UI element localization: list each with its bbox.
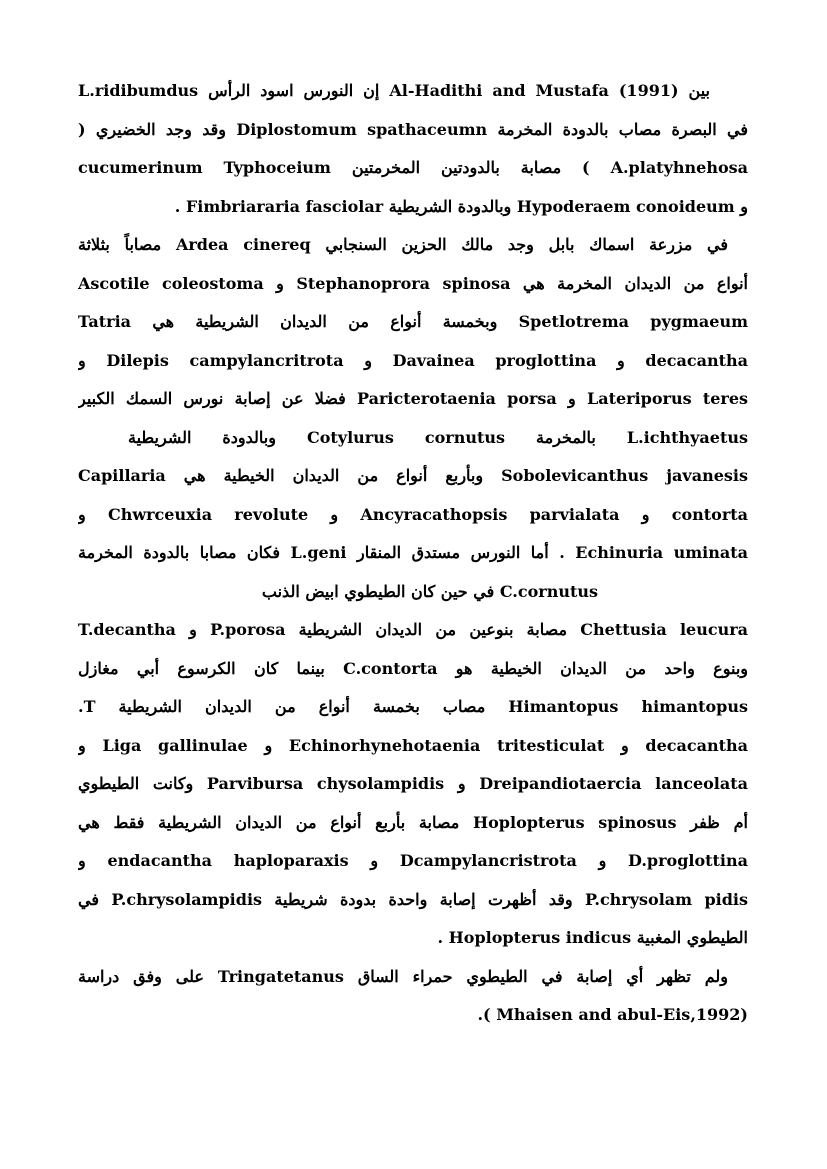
text-line: Dreipandiotaercia lanceolata و Parvibursa chysolampidis وكانت الطيطوي bbox=[78, 774, 748, 793]
text-line: و Hypoderaem conoideum وبالدودة الشريطية Fimbriararia fasciolar . bbox=[174, 196, 748, 216]
text-line: P.chrysolam pidis وقد أظهرت إصابة واحدة بدودة شريطية P.chrysolampidis في bbox=[78, 889, 748, 909]
text-line: في مزرعة اسماك بابل وجد مالك الحزين السنجابي Ardea cinereq مصاباً بثلاثة bbox=[78, 235, 729, 254]
text-line: بين Al-Hadithi and Mustafa (1991) إن النورس اسود الرأس L.ridibumdus bbox=[78, 81, 710, 100]
text-line: C.cornutus في حين كان الطيطوي ابيض الذنب bbox=[261, 581, 598, 601]
text-line: Himantopus himantopus مصاب بخمسة أنواع من الديدان الشريطية T. bbox=[78, 697, 748, 716]
text-line: Sobolevicanthus javanesis وبأربع أنواع من الديدان الخيطية هي Capillaria bbox=[78, 466, 748, 485]
text-line: D.proglottina و Dcampylancristrota و endacantha haploparaxis و bbox=[78, 851, 748, 870]
text-line: Lateriporus teres و Paricterotaenia porsa فضلا عن إصابة نورس السمك الكبير bbox=[78, 389, 748, 408]
text-line: decacantha و Echinorhynehotaenia tritesticulat و Liga gallinulae و bbox=[78, 735, 748, 755]
text-line: الطيطوي المغبية Hoplopterus indicus . bbox=[437, 928, 748, 947]
text-line: في البصرة مصاب بالدودة المخرمة Diplostomum spathaceumn وقد وجد الخضيري ( bbox=[78, 119, 748, 139]
text-line: A.platyhnehosa ) مصابة بالدودتين المخرمتين cucumerinum Typhoceium bbox=[78, 158, 748, 177]
text-line: contorta و Ancyracathopsis parvialata و Chwrceuxia revolute و bbox=[78, 504, 748, 524]
text-line: L.ichthyaetus بالمخرمة Cotylurus cornutus وبالدودة الشريطية bbox=[128, 427, 748, 447]
document-page bbox=[78, 72, 748, 1035]
text-line: وبنوع واحد من الديدان الخيطية هو C.contorta بينما كان الكرسوع أبي مغازل bbox=[78, 658, 748, 678]
text-line: Spetlotrema pygmaeum وبخمسة أنواع من الديدان الشريطية هي Tatria bbox=[78, 312, 748, 331]
text-line: decacantha و Davainea proglottina و Dilepis campylancritrota و bbox=[78, 350, 748, 370]
text-line: Echinuria uminata . أما النورس مستدق المنقار L.geni فكان مصابا بالدودة المخرمة bbox=[78, 543, 748, 562]
text-line: أنواع من الديدان المخرمة هي Stephanoprora spinosa و Ascotile coleostoma bbox=[78, 273, 748, 293]
text-line: Chettusia leucura مصابة بنوعين من الديدان الشريطية P.porosa و T.decantha bbox=[78, 620, 748, 639]
text-line: ولم تظهر أي إصابة في الطيطوي حمراء الساق Tringatetanus على وفق دراسة bbox=[78, 966, 729, 986]
text-line: أم ظفر Hoplopterus spinosus مصابة بأربع أنواع من الديدان الشريطية فقط هي bbox=[78, 812, 748, 832]
text-line: (Mhaisen and abul-Eis,1992 ). bbox=[477, 1005, 748, 1024]
